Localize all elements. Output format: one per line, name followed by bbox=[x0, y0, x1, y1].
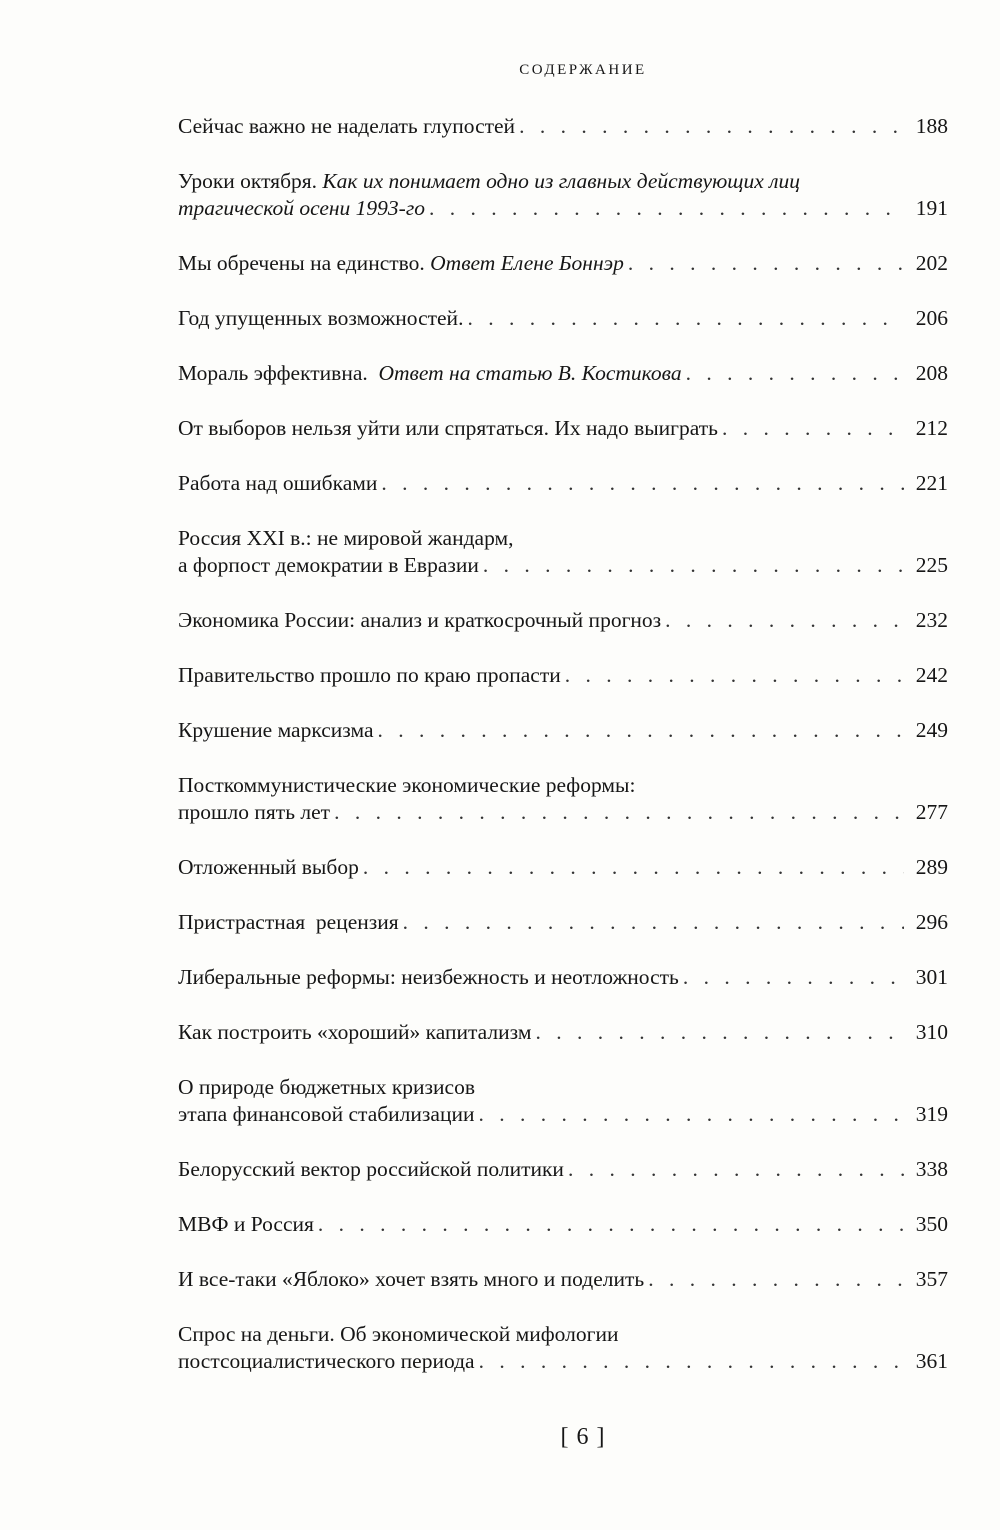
running-header: СОДЕРЖАНИЕ bbox=[519, 62, 647, 78]
page-number: [ 6 ] bbox=[560, 1424, 606, 1450]
entry-page: 191 bbox=[915, 196, 948, 220]
toc-entry[interactable] bbox=[178, 1156, 948, 1183]
leader-dots bbox=[377, 717, 904, 744]
toc-entry[interactable] bbox=[178, 415, 948, 442]
entry-title: Россия XXI в.: не мировой жандарм, bbox=[178, 526, 514, 550]
entry-title: И все-таки «Яблоко» хочет взять много и поделить bbox=[178, 1267, 645, 1291]
toc-entry[interactable] bbox=[178, 1266, 948, 1293]
entry-page: 338 bbox=[915, 1157, 948, 1181]
entry-title: О природе бюджетных кризисов bbox=[178, 1075, 475, 1099]
entry-page: 206 bbox=[915, 306, 948, 330]
leader-dots bbox=[478, 1101, 904, 1128]
leader-dots bbox=[665, 607, 904, 634]
entry-page: 212 bbox=[915, 416, 948, 440]
toc-entry[interactable] bbox=[178, 1211, 948, 1238]
entry-title: Крушение марксизма bbox=[178, 718, 374, 742]
entry-title: Уроки октября. Как их понимает одно из главных действующих лиц bbox=[178, 169, 801, 193]
toc-entry[interactable] bbox=[178, 305, 948, 332]
entry-title: Сейчас важно не наделать глупостей bbox=[178, 114, 516, 138]
leader-dots bbox=[648, 1266, 904, 1293]
leader-dots bbox=[519, 113, 904, 140]
toc-entry[interactable] bbox=[178, 470, 948, 497]
leader-dots bbox=[334, 799, 904, 826]
entry-page: 296 bbox=[915, 910, 948, 934]
entry-title: Посткоммунистические экономические реформы: bbox=[178, 773, 636, 797]
leader-dots bbox=[683, 964, 904, 991]
entry-page: 277 bbox=[915, 800, 948, 824]
entry-page: 289 bbox=[915, 855, 948, 879]
toc-entry[interactable] bbox=[178, 909, 948, 936]
toc-entry[interactable] bbox=[178, 525, 948, 579]
entry-page: 310 bbox=[915, 1020, 948, 1044]
entry-title-continued: прошло пять лет bbox=[178, 800, 331, 824]
leader-dots bbox=[722, 415, 904, 442]
leader-dots bbox=[467, 305, 904, 332]
leader-dots bbox=[381, 470, 904, 497]
entry-page: 202 bbox=[915, 251, 948, 275]
toc-entry[interactable] bbox=[178, 854, 948, 881]
entry-page: 232 bbox=[915, 608, 948, 632]
entry-title-continued: постсоциалистического периода bbox=[178, 1349, 475, 1373]
entry-page: 225 bbox=[915, 553, 948, 577]
entry-subtitle: трагической осени 1993-го bbox=[178, 196, 425, 220]
entry-title: МВФ и Россия bbox=[178, 1212, 314, 1236]
leader-dots bbox=[403, 909, 904, 936]
entry-page: 361 bbox=[915, 1349, 948, 1373]
toc-entry[interactable] bbox=[178, 113, 948, 140]
entry-page: 319 bbox=[915, 1102, 948, 1126]
entry-title-continued: а форпост демократии в Евразии bbox=[178, 553, 479, 577]
leader-dots bbox=[568, 1156, 904, 1183]
entry-title: Экономика России: анализ и краткосрочный прогноз bbox=[178, 608, 662, 632]
toc-entry[interactable] bbox=[178, 250, 948, 277]
entry-title: Спрос на деньги. Об экономической мифологии bbox=[178, 1322, 619, 1346]
entry-page: 249 bbox=[915, 718, 948, 742]
toc-entry[interactable] bbox=[178, 1321, 948, 1375]
entry-page: 242 bbox=[915, 663, 948, 687]
toc-entry[interactable] bbox=[178, 717, 948, 744]
entry-page: 350 bbox=[915, 1212, 948, 1236]
leader-dots bbox=[483, 552, 904, 579]
entry-title: Работа над ошибками bbox=[178, 471, 378, 495]
toc-entry[interactable] bbox=[178, 1074, 948, 1128]
entry-page: 188 bbox=[915, 114, 948, 138]
toc-entry[interactable] bbox=[178, 168, 948, 222]
entry-title: Правительство прошло по краю пропасти bbox=[178, 663, 561, 687]
leader-dots bbox=[429, 195, 904, 222]
leader-dots bbox=[628, 250, 904, 277]
toc-entry[interactable] bbox=[178, 772, 948, 826]
toc-entry[interactable] bbox=[178, 607, 948, 634]
toc-entry[interactable] bbox=[178, 360, 948, 387]
leader-dots bbox=[363, 854, 904, 881]
entry-title: Либеральные реформы: неизбежность и неотложность bbox=[178, 965, 679, 989]
entry-page: 301 bbox=[915, 965, 948, 989]
entry-title: От выборов нельзя уйти или спрятаться. Их надо выиграть bbox=[178, 416, 718, 440]
entry-page: 208 bbox=[915, 361, 948, 385]
leader-dots bbox=[565, 662, 904, 689]
entry-title: Год упущенных возможностей. bbox=[178, 306, 464, 330]
entry-title-continued: этапа финансовой стабилизации bbox=[178, 1102, 475, 1126]
leader-dots bbox=[479, 1348, 904, 1375]
entry-title: Мораль эффективна. Ответ на статью В. Костикова bbox=[178, 361, 682, 385]
leader-dots bbox=[686, 360, 904, 387]
entry-title: Пристрастная рецензия bbox=[178, 910, 399, 934]
entry-title: Белорусский вектор российской политики bbox=[178, 1157, 564, 1181]
leader-dots bbox=[318, 1211, 904, 1238]
entry-page: 221 bbox=[915, 471, 948, 495]
entry-title: Отложенный выбор bbox=[178, 855, 359, 879]
entry-title: Мы обречены на единство. Ответ Елене Боннэр bbox=[178, 251, 624, 275]
entry-title: Как построить «хороший» капитализм bbox=[178, 1020, 532, 1044]
leader-dots bbox=[535, 1019, 904, 1046]
entry-page: 357 bbox=[915, 1267, 948, 1291]
toc-entry[interactable] bbox=[178, 1019, 948, 1046]
toc-entry[interactable] bbox=[178, 662, 948, 689]
toc-entry[interactable] bbox=[178, 964, 948, 991]
